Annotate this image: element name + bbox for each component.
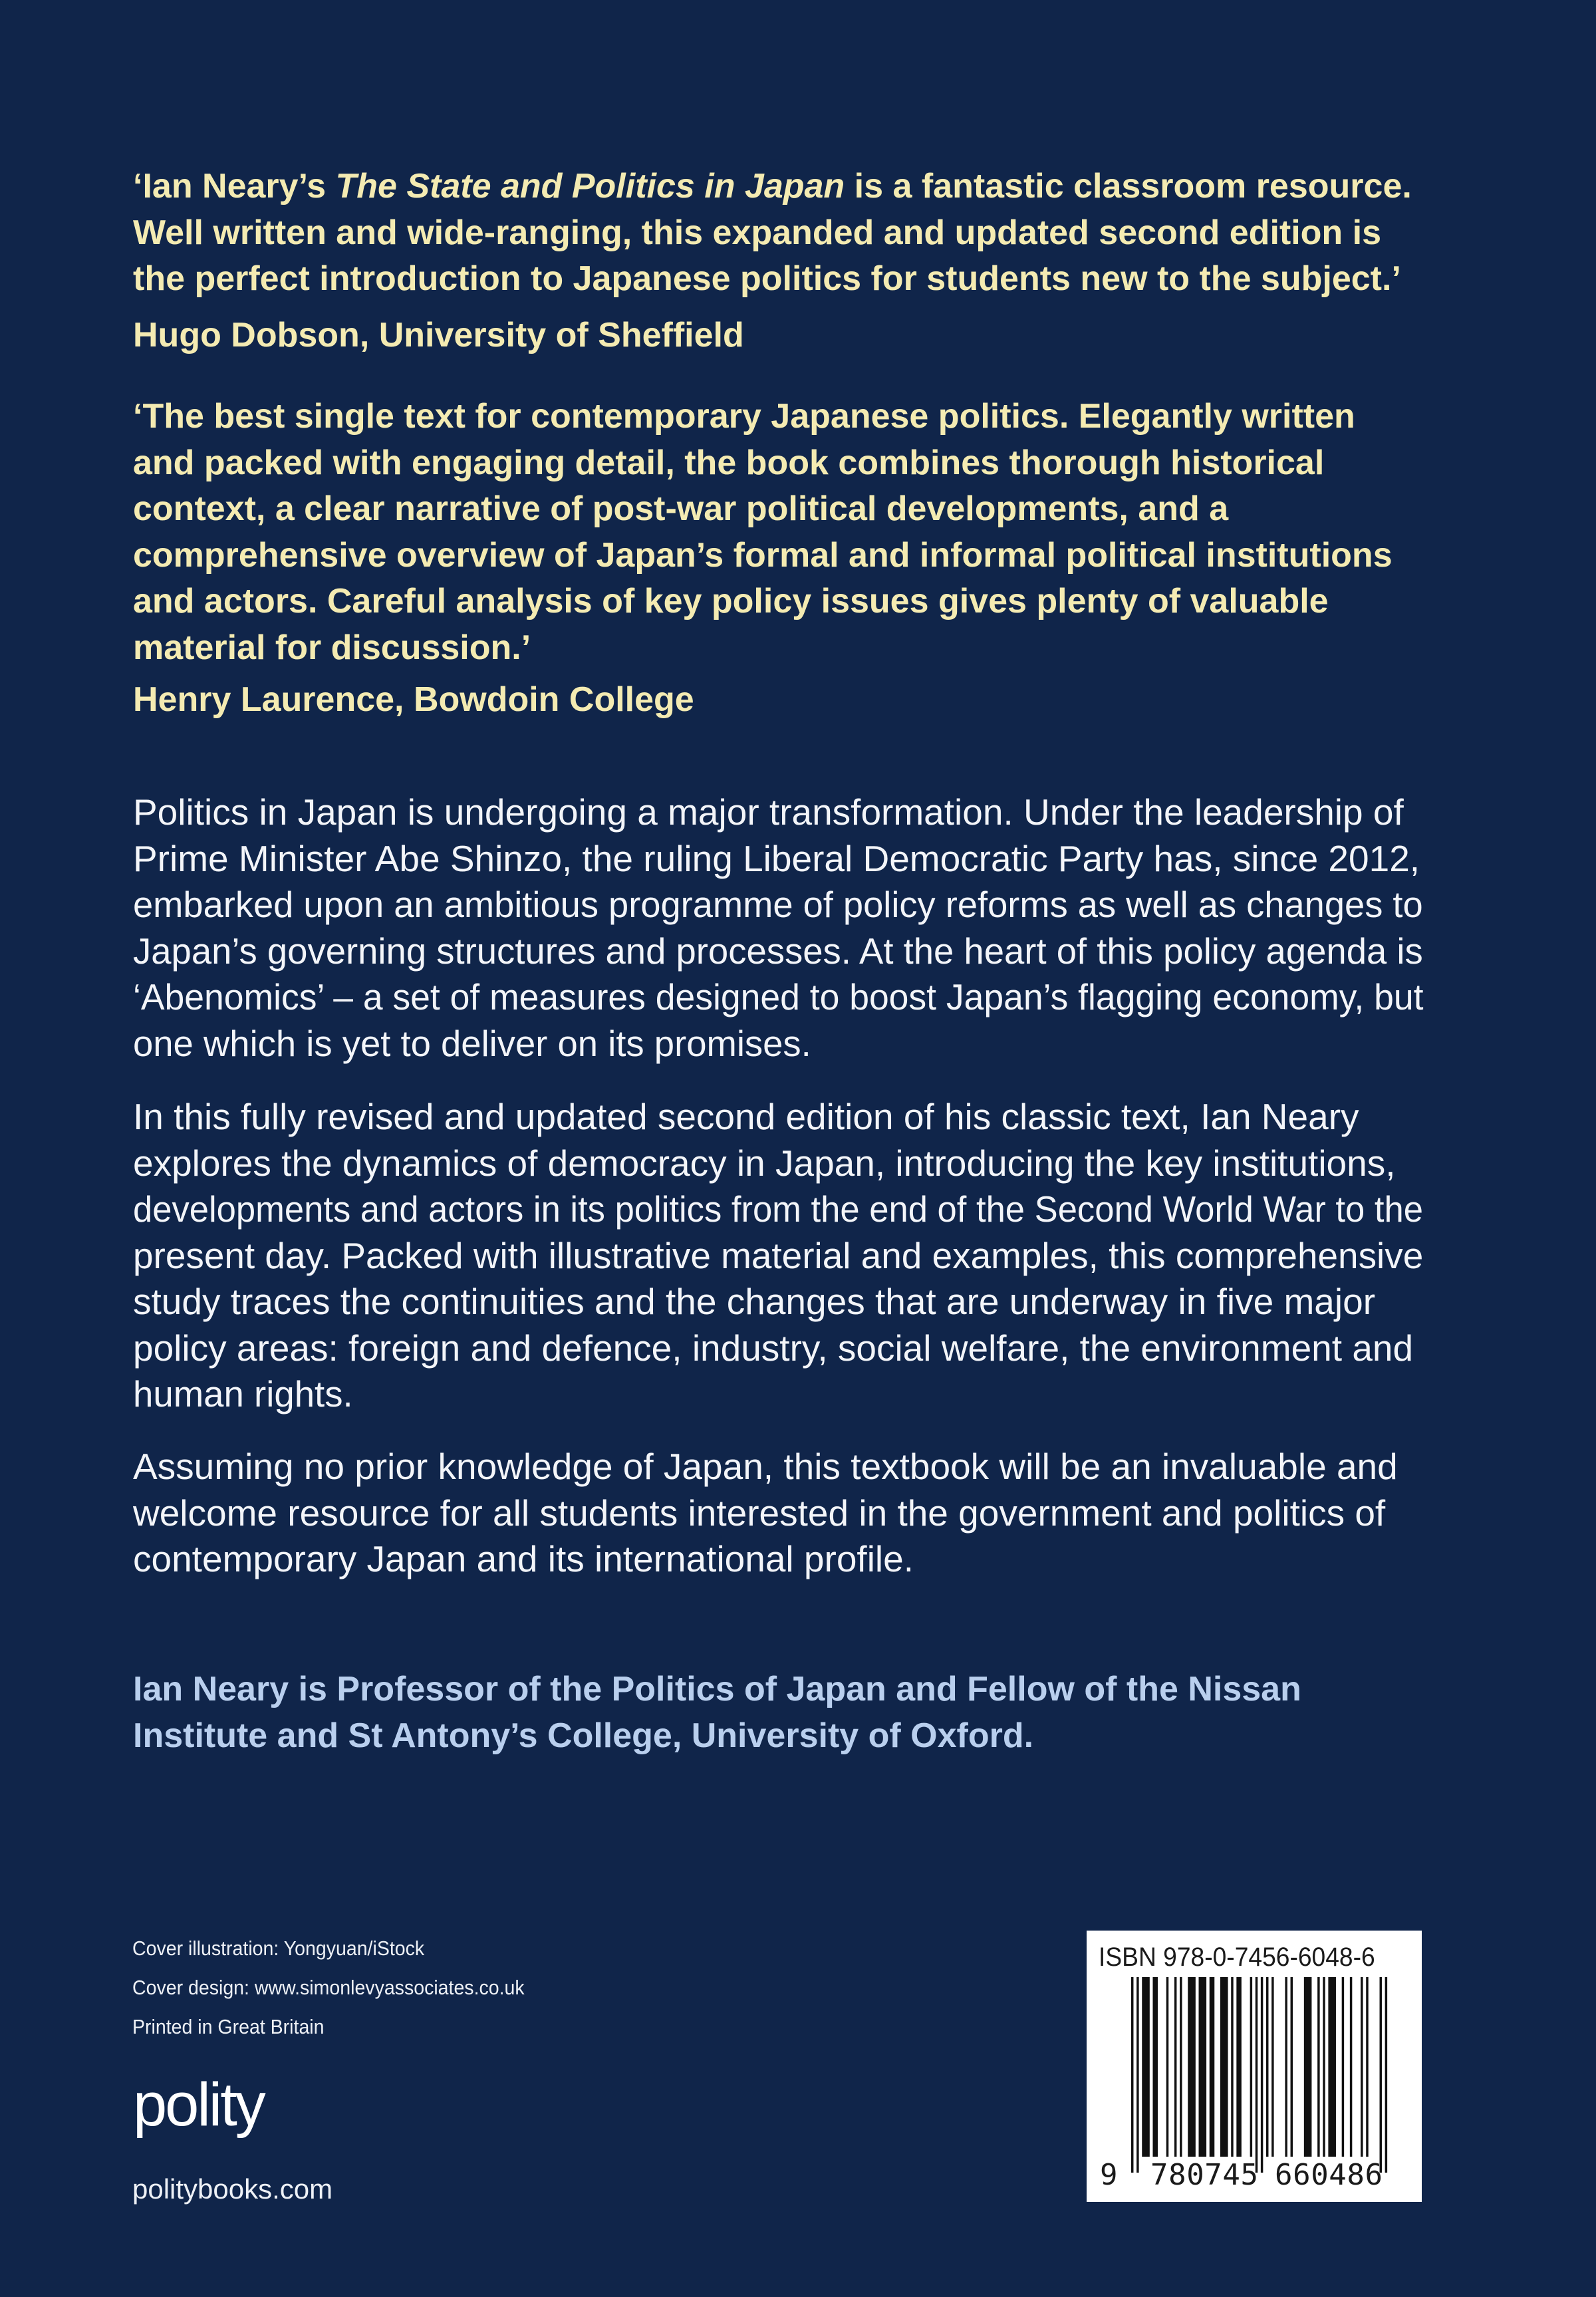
- barcode-bar: [1342, 1977, 1344, 2157]
- body-line: Prime Minister Abe Shinzo, the ruling Liberal Democratic Party has, since 2012,: [133, 837, 1420, 879]
- quote-text: is a fantastic classroom resource.: [845, 167, 1412, 205]
- polity-logo: polity: [133, 2071, 264, 2139]
- author-bio: [133, 1667, 1423, 1759]
- barcode-bars: [1131, 1977, 1387, 2173]
- barcode-bar: [1188, 1977, 1196, 2157]
- description-paragraph-1: [133, 789, 1423, 1067]
- book-title: The State and Politics in Japan: [335, 167, 845, 205]
- isbn-label: ISBN 978-0-7456-6048-6: [1099, 1943, 1375, 1972]
- review-quote-2: [133, 394, 1423, 719]
- body-line: embarked upon an ambitious programme of policy reforms as well as changes to: [133, 884, 1423, 925]
- bio-line: Institute and St Antony’s College, University of Oxford.: [133, 1716, 1034, 1755]
- body-line: human rights.: [133, 1373, 353, 1415]
- cover-design-credit: Cover design: www.simonlevyassociates.co.uk: [132, 1976, 525, 1999]
- quote-line: and actors. Careful analysis of key policy issues gives plenty of valuable: [133, 582, 1329, 620]
- barcode: [1087, 1931, 1422, 2202]
- barcode-bar: [1174, 1977, 1176, 2157]
- barcode-bar: [1166, 1977, 1168, 2157]
- barcode-bar: [1304, 1977, 1312, 2157]
- body-line: policy areas: foreign and defence, industry, social welfare, the environment and: [133, 1327, 1414, 1369]
- quote-line: [133, 164, 1423, 210]
- quote-text: ‘Ian Neary’s: [133, 167, 336, 205]
- description-paragraph-2: [133, 1094, 1423, 1418]
- barcode-digits-left: 780745: [1150, 2158, 1258, 2192]
- body-line: In this fully revised and updated second edition of his classic text, Ian Neary: [133, 1096, 1359, 1137]
- isbn-barcode-box: [1087, 1931, 1422, 2202]
- barcode-bar: [1199, 1977, 1207, 2157]
- barcode-bar: [1323, 1977, 1325, 2157]
- bio-line: Ian Neary is Professor of the Politics of Japan and Fellow of the Nissan: [133, 1670, 1301, 1708]
- body-line: Assuming no prior knowledge of Japan, this textbook will be an invaluable and: [133, 1446, 1398, 1487]
- body-line: contemporary Japan and its international profile.: [133, 1538, 914, 1579]
- barcode-bar: [1361, 1977, 1363, 2157]
- barcode-guard-bar: [1131, 1977, 1133, 2173]
- barcode-bar: [1236, 1977, 1242, 2157]
- barcode-bar: [1350, 1977, 1352, 2157]
- body-line: explores the dynamics of democracy in Japan, introducing the key institutions,: [133, 1142, 1396, 1184]
- quote-line: context, a clear narrative of post-war political developments, and a: [133, 489, 1229, 528]
- body-line: study traces the continuities and the changes that are underway in five major: [133, 1281, 1376, 1322]
- quote-line: ‘The best single text for contemporary Japanese politics. Elegantly written: [133, 397, 1355, 436]
- cover-illustration-credit: Cover illustration: Yongyuan/iStock: [132, 1937, 425, 1960]
- barcode-bar: [1220, 1977, 1228, 2157]
- barcode-guard-bar: [1136, 1977, 1138, 2173]
- barcode-bar: [1328, 1977, 1336, 2157]
- barcode-bar: [1266, 1977, 1268, 2157]
- body-line: Politics in Japan is undergoing a major transformation. Under the leadership of: [133, 791, 1404, 833]
- review-quote-1: [133, 164, 1423, 354]
- body-line: ‘Abenomics’ – a set of measures designed to boost Japan’s flagging economy, but: [133, 976, 1424, 1017]
- quote-attribution: Hugo Dobson, University of Sheffield: [133, 316, 744, 354]
- quote-line: material for discussion.’: [133, 628, 531, 667]
- barcode-bar: [1250, 1977, 1252, 2157]
- barcode-guard-bar: [1380, 1977, 1382, 2173]
- barcode-guard-bar: [1385, 1977, 1387, 2173]
- barcode-bar: [1317, 1977, 1319, 2157]
- cover-credits: [132, 1929, 559, 2046]
- barcode-bar: [1152, 1977, 1158, 2157]
- barcode-guard-bar: [1261, 1977, 1263, 2173]
- quote-line: Well written and wide-ranging, this expanded and updated second edition is: [133, 213, 1382, 252]
- barcode-bar: [1271, 1977, 1273, 2157]
- body-line: Japan’s governing structures and processes. At the heart of this policy agenda is: [133, 930, 1423, 972]
- quote-attribution: Henry Laurence, Bowdoin College: [133, 680, 694, 719]
- body-line: developments and actors in its politics from the end of the Second World War to the: [133, 1188, 1423, 1230]
- barcode-bar: [1285, 1977, 1287, 2157]
- barcode-guard-bar: [1256, 1977, 1258, 2173]
- barcode-bar: [1210, 1977, 1215, 2157]
- barcode-digits-right: 660486: [1275, 2158, 1383, 2192]
- printed-in: Printed in Great Britain: [132, 2015, 325, 2038]
- barcode-digit-first: 9: [1100, 2158, 1118, 2192]
- barcode-bar: [1231, 1977, 1233, 2157]
- body-line: present day. Packed with illustrative material and examples, this comprehensive: [133, 1234, 1424, 1276]
- publisher-website: politybooks.com: [132, 2173, 333, 2205]
- description-paragraph-3: [133, 1444, 1423, 1583]
- barcode-bar: [1291, 1977, 1293, 2157]
- quote-line: comprehensive overview of Japan’s formal and informal political institutions: [133, 535, 1393, 575]
- barcode-bar: [1366, 1977, 1368, 2157]
- barcode-bar: [1180, 1977, 1182, 2157]
- body-line: one which is yet to deliver on its promises.: [133, 1022, 811, 1064]
- quote-line: the perfect introduction to Japanese politics for students new to the subject.’: [133, 259, 1401, 298]
- body-line: welcome resource for all students interested in the government and politics of: [133, 1492, 1386, 1534]
- quote-line: and packed with engaging detail, the book combines thorough historical: [133, 443, 1325, 482]
- barcode-bar: [1142, 1977, 1150, 2157]
